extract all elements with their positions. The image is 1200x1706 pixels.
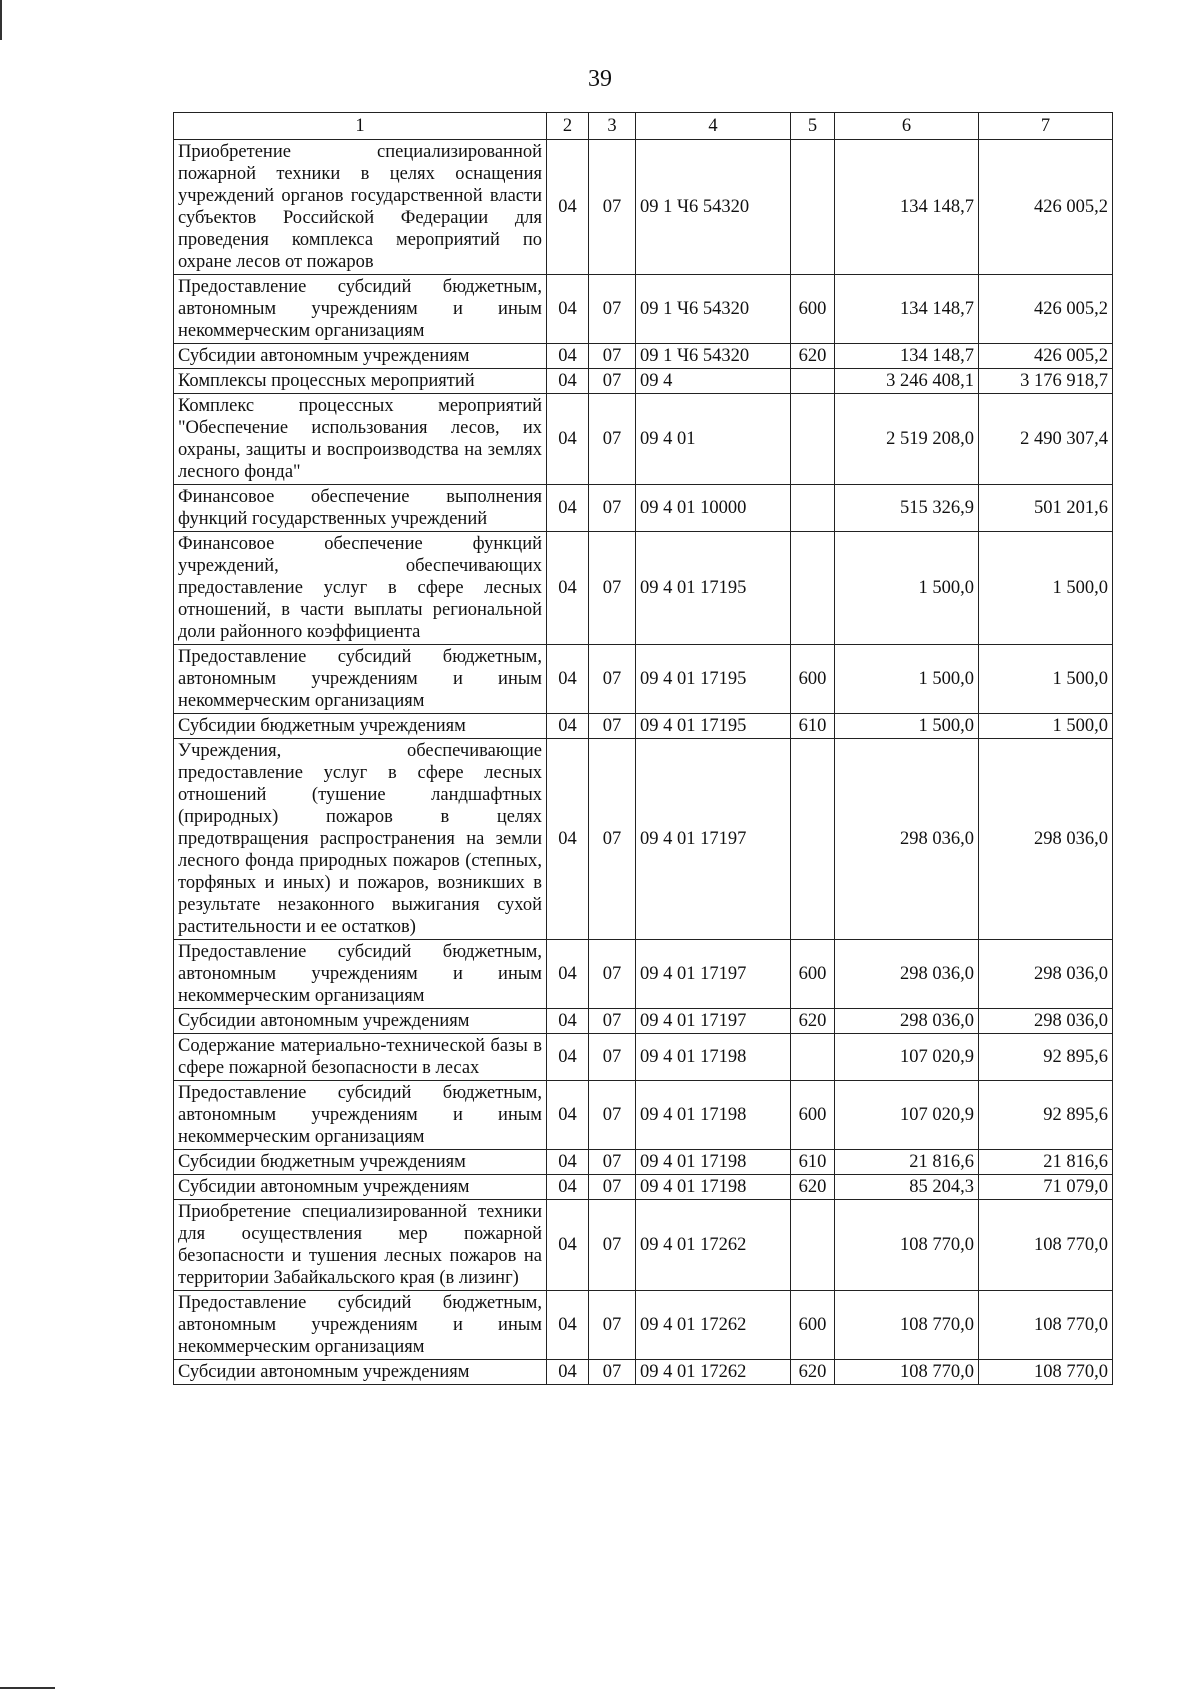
row-target-code: 09 4 01 17197 xyxy=(636,739,791,940)
header-cell-6: 6 xyxy=(835,113,979,140)
row-expense-type: 610 xyxy=(791,714,835,739)
row-expense-type: 600 xyxy=(791,1081,835,1150)
row-target-code: 09 4 01 17197 xyxy=(636,1009,791,1034)
row-amount-year2: 426 005,2 xyxy=(979,140,1113,275)
row-name: Содержание материально-технической базы в сфере пожарной безопасности в лесах xyxy=(174,1034,547,1081)
row-name: Субсидии автономным учреждениям xyxy=(174,1009,547,1034)
row-target-code: 09 4 xyxy=(636,369,791,394)
row-amount-year1: 1 500,0 xyxy=(835,532,979,645)
row-amount-year1: 298 036,0 xyxy=(835,739,979,940)
table-row xyxy=(174,1034,1113,1081)
row-target-code: 09 4 01 17198 xyxy=(636,1034,791,1081)
page-number: 39 xyxy=(588,66,612,92)
row-name: Предоставление субсидий бюджетным, автономным учреждениям и иным некоммерческим организациям xyxy=(174,1081,547,1150)
row-section: 04 xyxy=(547,532,589,645)
row-subsection: 07 xyxy=(589,1009,636,1034)
row-amount-year1: 298 036,0 xyxy=(835,940,979,1009)
row-expense-type: 600 xyxy=(791,1291,835,1360)
row-subsection: 07 xyxy=(589,1081,636,1150)
row-subsection: 07 xyxy=(589,645,636,714)
row-name: Предоставление субсидий бюджетным, автономным учреждениям и иным некоммерческим организациям xyxy=(174,1291,547,1360)
row-target-code: 09 4 01 17198 xyxy=(636,1150,791,1175)
row-name: Субсидии автономным учреждениям xyxy=(174,344,547,369)
header-cell-3: 3 xyxy=(589,113,636,140)
row-target-code: 09 1 Ч6 54320 xyxy=(636,140,791,275)
row-amount-year2: 298 036,0 xyxy=(979,739,1113,940)
row-amount-year2: 92 895,6 xyxy=(979,1034,1113,1081)
row-amount-year2: 298 036,0 xyxy=(979,1009,1113,1034)
row-amount-year2: 1 500,0 xyxy=(979,532,1113,645)
row-section: 04 xyxy=(547,275,589,344)
row-section: 04 xyxy=(547,1291,589,1360)
row-name: Финансовое обеспечение функций учреждений, обеспечивающих предоставление услуг в сфере лесных отношений, в части выплаты региональной доли районного коэффициента xyxy=(174,532,547,645)
row-amount-year2: 426 005,2 xyxy=(979,275,1113,344)
row-name: Субсидии бюджетным учреждениям xyxy=(174,714,547,739)
row-target-code: 09 4 01 17262 xyxy=(636,1291,791,1360)
row-target-code: 09 4 01 17198 xyxy=(636,1081,791,1150)
row-amount-year2: 3 176 918,7 xyxy=(979,369,1113,394)
row-subsection: 07 xyxy=(589,940,636,1009)
row-target-code: 09 1 Ч6 54320 xyxy=(636,344,791,369)
table-row xyxy=(174,1081,1113,1150)
row-subsection: 07 xyxy=(589,140,636,275)
row-name: Предоставление субсидий бюджетным, автономным учреждениям и иным некоммерческим организациям xyxy=(174,645,547,714)
row-amount-year2: 21 816,6 xyxy=(979,1150,1113,1175)
row-expense-type: 600 xyxy=(791,940,835,1009)
table-row xyxy=(174,1291,1113,1360)
row-target-code: 09 4 01 17195 xyxy=(636,532,791,645)
row-section: 04 xyxy=(547,1150,589,1175)
row-name: Приобретение специализированной техники для осуществления мер пожарной безопасности и тушения лесных пожаров на территории Забайкальского края (в лизинг) xyxy=(174,1200,547,1291)
row-subsection: 07 xyxy=(589,394,636,485)
row-amount-year2: 501 201,6 xyxy=(979,485,1113,532)
table-row xyxy=(174,275,1113,344)
row-target-code: 09 4 01 17262 xyxy=(636,1200,791,1291)
row-amount-year1: 107 020,9 xyxy=(835,1081,979,1150)
row-subsection: 07 xyxy=(589,1034,636,1081)
row-section: 04 xyxy=(547,645,589,714)
header-cell-4: 4 xyxy=(636,113,791,140)
table-row xyxy=(174,645,1113,714)
row-expense-type xyxy=(791,1200,835,1291)
row-section: 04 xyxy=(547,369,589,394)
row-subsection: 07 xyxy=(589,1175,636,1200)
row-subsection: 07 xyxy=(589,739,636,940)
row-amount-year1: 108 770,0 xyxy=(835,1360,979,1385)
row-amount-year1: 108 770,0 xyxy=(835,1291,979,1360)
row-amount-year1: 3 246 408,1 xyxy=(835,369,979,394)
row-subsection: 07 xyxy=(589,1200,636,1291)
header-row xyxy=(174,113,1113,140)
row-name: Субсидии автономным учреждениям xyxy=(174,1360,547,1385)
row-section: 04 xyxy=(547,140,589,275)
row-target-code: 09 4 01 17195 xyxy=(636,714,791,739)
row-section: 04 xyxy=(547,1360,589,1385)
row-amount-year2: 426 005,2 xyxy=(979,344,1113,369)
row-amount-year2: 2 490 307,4 xyxy=(979,394,1113,485)
row-subsection: 07 xyxy=(589,1360,636,1385)
row-expense-type xyxy=(791,485,835,532)
row-target-code: 09 4 01 xyxy=(636,394,791,485)
header-cell-1: 1 xyxy=(174,113,547,140)
row-name: Комплекс процессных мероприятий "Обеспечение использования лесов, их охраны, защиты и воспроизводства на землях лесного фонда" xyxy=(174,394,547,485)
row-amount-year2: 92 895,6 xyxy=(979,1081,1113,1150)
row-expense-type xyxy=(791,394,835,485)
row-expense-type xyxy=(791,739,835,940)
header-cell-5: 5 xyxy=(791,113,835,140)
row-subsection: 07 xyxy=(589,714,636,739)
row-name: Приобретение специализированной пожарной техники в целях оснащения учреждений органов государственной власти субъектов Российской Федерации для проведения комплекса мероприятий по охране лесов от пожаров xyxy=(174,140,547,275)
row-amount-year2: 1 500,0 xyxy=(979,714,1113,739)
row-expense-type: 620 xyxy=(791,1175,835,1200)
row-name: Предоставление субсидий бюджетным, автономным учреждениям и иным некоммерческим организациям xyxy=(174,275,547,344)
row-amount-year1: 134 148,7 xyxy=(835,344,979,369)
row-amount-year1: 1 500,0 xyxy=(835,645,979,714)
table-row xyxy=(174,369,1113,394)
row-section: 04 xyxy=(547,739,589,940)
row-expense-type xyxy=(791,140,835,275)
header-cell-7: 7 xyxy=(979,113,1113,140)
row-target-code: 09 4 01 17262 xyxy=(636,1360,791,1385)
row-expense-type xyxy=(791,369,835,394)
row-expense-type xyxy=(791,532,835,645)
budget-table xyxy=(173,112,1113,1385)
row-subsection: 07 xyxy=(589,1150,636,1175)
row-expense-type: 620 xyxy=(791,1009,835,1034)
row-section: 04 xyxy=(547,714,589,739)
row-amount-year1: 134 148,7 xyxy=(835,140,979,275)
row-name: Финансовое обеспечение выполнения функций государственных учреждений xyxy=(174,485,547,532)
row-section: 04 xyxy=(547,344,589,369)
row-target-code: 09 4 01 17197 xyxy=(636,940,791,1009)
row-target-code: 09 1 Ч6 54320 xyxy=(636,275,791,344)
row-section: 04 xyxy=(547,394,589,485)
table-row xyxy=(174,532,1113,645)
row-target-code: 09 4 01 17195 xyxy=(636,645,791,714)
row-target-code: 09 4 01 17198 xyxy=(636,1175,791,1200)
row-expense-type: 620 xyxy=(791,1360,835,1385)
row-subsection: 07 xyxy=(589,344,636,369)
row-amount-year1: 515 326,9 xyxy=(835,485,979,532)
bottom-left-margin-line xyxy=(0,1687,55,1689)
header-cell-2: 2 xyxy=(547,113,589,140)
table-row xyxy=(174,1360,1113,1385)
row-section: 04 xyxy=(547,1034,589,1081)
row-expense-type: 620 xyxy=(791,344,835,369)
table-row xyxy=(174,485,1113,532)
table-row xyxy=(174,1200,1113,1291)
table-row xyxy=(174,344,1113,369)
row-subsection: 07 xyxy=(589,532,636,645)
row-amount-year2: 108 770,0 xyxy=(979,1360,1113,1385)
row-subsection: 07 xyxy=(589,485,636,532)
row-amount-year2: 298 036,0 xyxy=(979,940,1113,1009)
row-amount-year2: 1 500,0 xyxy=(979,645,1113,714)
table-row xyxy=(174,140,1113,275)
row-amount-year2: 71 079,0 xyxy=(979,1175,1113,1200)
row-amount-year1: 108 770,0 xyxy=(835,1200,979,1291)
table-row xyxy=(174,1175,1113,1200)
row-section: 04 xyxy=(547,1009,589,1034)
row-amount-year2: 108 770,0 xyxy=(979,1200,1113,1291)
row-amount-year1: 21 816,6 xyxy=(835,1150,979,1175)
row-section: 04 xyxy=(547,485,589,532)
table-row xyxy=(174,940,1113,1009)
table-row xyxy=(174,739,1113,940)
row-subsection: 07 xyxy=(589,1291,636,1360)
row-name: Учреждения, обеспечивающие предоставление услуг в сфере лесных отношений (тушение ландшафтных (природных) пожаров в целях предотвращения распространения на земли лесного фонда природных пожаров (степных, торфяных и иных) и пожаров, возникших в результате незаконного выжигания сухой растительности и ее остатков) xyxy=(174,739,547,940)
row-section: 04 xyxy=(547,1200,589,1291)
row-subsection: 07 xyxy=(589,369,636,394)
row-expense-type: 610 xyxy=(791,1150,835,1175)
table-row xyxy=(174,1009,1113,1034)
row-target-code: 09 4 01 10000 xyxy=(636,485,791,532)
table-row xyxy=(174,1150,1113,1175)
row-name: Субсидии бюджетным учреждениям xyxy=(174,1150,547,1175)
row-name: Предоставление субсидий бюджетным, автономным учреждениям и иным некоммерческим организациям xyxy=(174,940,547,1009)
row-amount-year1: 1 500,0 xyxy=(835,714,979,739)
row-section: 04 xyxy=(547,1081,589,1150)
row-amount-year1: 107 020,9 xyxy=(835,1034,979,1081)
row-amount-year1: 85 204,3 xyxy=(835,1175,979,1200)
left-margin-line xyxy=(0,0,2,40)
table-row xyxy=(174,394,1113,485)
row-amount-year1: 2 519 208,0 xyxy=(835,394,979,485)
row-name: Субсидии автономным учреждениям xyxy=(174,1175,547,1200)
row-expense-type xyxy=(791,1034,835,1081)
row-amount-year2: 108 770,0 xyxy=(979,1291,1113,1360)
row-section: 04 xyxy=(547,940,589,1009)
row-expense-type: 600 xyxy=(791,275,835,344)
table-row xyxy=(174,714,1113,739)
row-name: Комплексы процессных мероприятий xyxy=(174,369,547,394)
row-expense-type: 600 xyxy=(791,645,835,714)
row-section: 04 xyxy=(547,1175,589,1200)
row-amount-year1: 298 036,0 xyxy=(835,1009,979,1034)
row-amount-year1: 134 148,7 xyxy=(835,275,979,344)
row-subsection: 07 xyxy=(589,275,636,344)
